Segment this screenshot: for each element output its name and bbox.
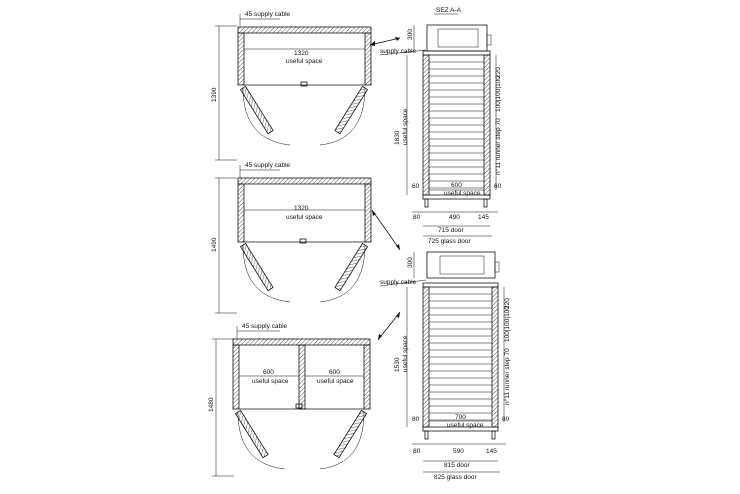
sec1-r100: 100|100|100 [495, 76, 502, 112]
sec1-runner-step: n°11 runner step 70 [495, 118, 502, 175]
plan1-right-wall [365, 33, 371, 85]
plan-view-3 [208, 323, 370, 476]
sec2-80: 80 [413, 448, 421, 455]
plan3-right-wall [364, 345, 370, 409]
sec1-top-dim: 300 [407, 29, 414, 40]
sec1-490: 490 [449, 214, 460, 221]
plan1-useful-label: useful space [286, 58, 323, 65]
plan3-right-width-dim: 600 [329, 369, 340, 376]
plan2-width-dim: 1320 [294, 205, 309, 212]
sec2-height-useful: useful space [402, 335, 409, 372]
section-view-1 [380, 7, 502, 245]
sec1-useful-width: 600 [451, 182, 462, 189]
sec1-right-60: 60 [494, 183, 502, 190]
sec2-useful-width-label: useful space [447, 422, 484, 429]
sec2-height-dim: 1530 [394, 357, 401, 372]
sec1-runners [429, 62, 484, 188]
sec1-r220: 220 [495, 67, 502, 78]
sec2-runners [429, 294, 492, 420]
plan2-depth-dim: 1490 [211, 237, 218, 252]
sec2-r220: 220 [504, 298, 511, 309]
sec2-right-wall [492, 287, 498, 427]
sec1-height-dim: 1830 [394, 130, 401, 145]
sec2-590: 590 [453, 448, 464, 455]
plan3-center-divider [299, 345, 305, 409]
section-view-2 [380, 252, 511, 481]
plan2-useful-label: useful space [286, 214, 323, 221]
plan1-width-dim: 1320 [294, 50, 309, 57]
sec2-r100: 100|100|100 [504, 306, 511, 342]
plan1-left-wall [238, 33, 244, 85]
sec2-door-dim: 815 door [444, 462, 470, 469]
sec1-145: 145 [478, 214, 489, 221]
plan3-left-width-dim: 600 [263, 369, 274, 376]
sec1-80: 80 [413, 214, 421, 221]
plan2-right-wall [365, 184, 371, 242]
sec2-runner-step: n°11 runner step 70 [504, 348, 511, 405]
reference-arrows [370, 37, 400, 340]
sec2-left-80: 80 [412, 416, 420, 423]
plan2-left-door [240, 243, 273, 290]
sec1-left-60: 60 [412, 183, 420, 190]
sec1-supply-cable: supply cable [380, 48, 417, 55]
sec2-supply-cable: supply cable [380, 279, 417, 286]
plan2-back-wall [238, 178, 371, 184]
plan1-depth-dim: 1390 [211, 87, 218, 102]
plan2-left-wall [238, 184, 244, 242]
plan1-cable-label: 45 supply cable [245, 11, 291, 18]
sec2-left-wall [423, 287, 429, 427]
plan3-back-wall [233, 339, 370, 345]
sec1-height-useful: useful space [402, 108, 409, 145]
sec2-useful-width: 700 [455, 414, 466, 421]
plan-view-2 [211, 162, 371, 313]
sec1-glass-dim: 725 glass door [428, 238, 471, 245]
sec1-door-dim: 715 door [438, 227, 464, 234]
plan3-left-useful-label: useful space [252, 378, 289, 385]
sec1-right-wall [484, 55, 490, 195]
sec1-left-wall [423, 55, 429, 195]
plan2-cable-label: 45 supply cable [245, 162, 291, 169]
plan3-left-door [235, 410, 268, 457]
sec2-glass-dim: 825 glass door [434, 474, 477, 481]
sec2-right-80: 80 [502, 416, 510, 423]
plan1-left-door [240, 86, 273, 133]
sec2-top-dim: 300 [407, 257, 414, 268]
plan3-cable-label: 45 supply cable [242, 323, 288, 330]
plan3-left-wall [233, 345, 239, 409]
plan3-depth-dim: 1480 [208, 397, 215, 412]
sec2-145: 145 [486, 448, 497, 455]
plan3-right-useful-label: useful space [317, 378, 354, 385]
sec1-useful-width-label: useful space [444, 190, 481, 197]
plan-view-1 [211, 11, 371, 160]
section-title: SEZ A-A [436, 7, 461, 14]
plan1-back-wall [238, 27, 371, 33]
